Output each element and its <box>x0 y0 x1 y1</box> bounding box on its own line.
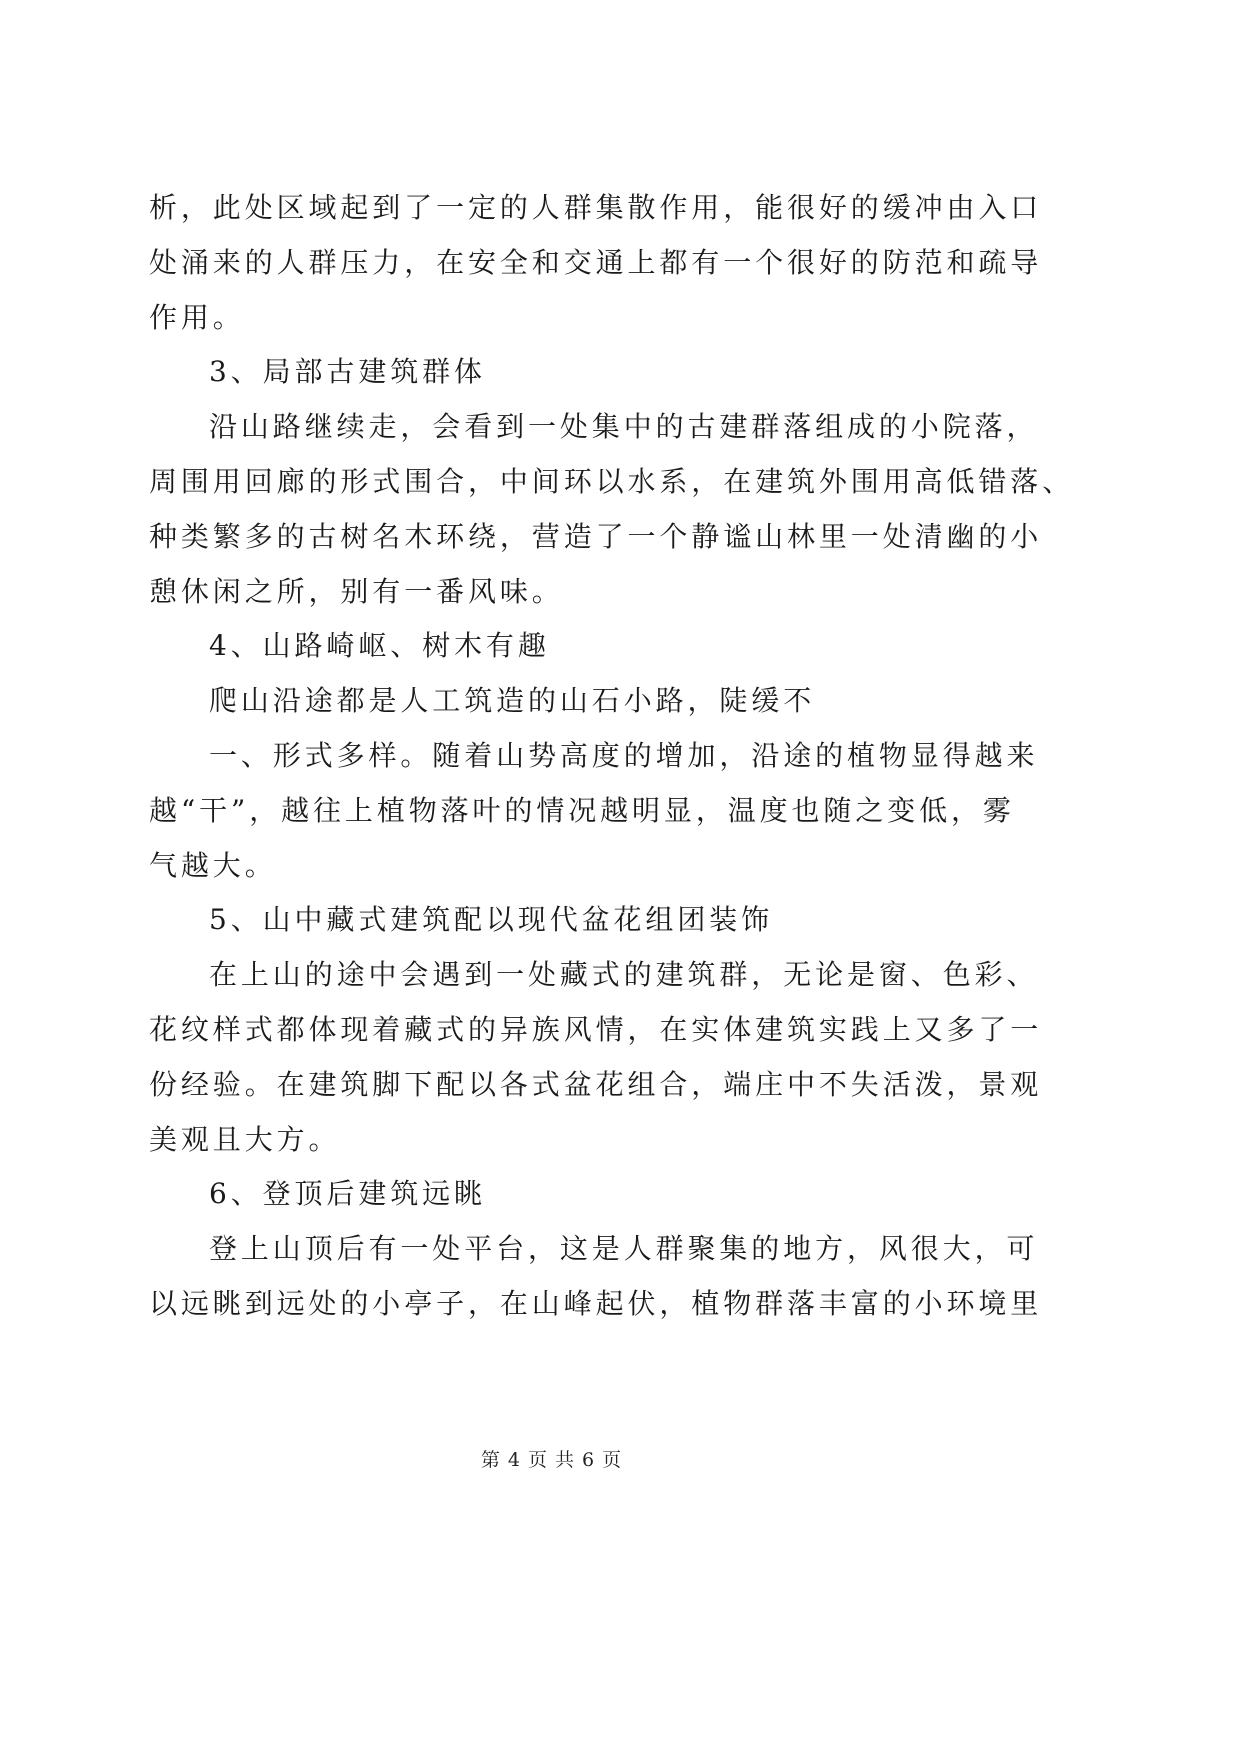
section-heading: 3、局部古建筑群体 <box>209 355 486 389</box>
section-heading: 4、山路崎岖、树木有趣 <box>209 629 550 663</box>
text-line: 沿山路继续走，会看到一处集中的古建群落组成的小院落， <box>209 410 1039 444</box>
page-footer <box>0 1445 1103 1472</box>
section-heading: 5、山中藏式建筑配以现代盆花组团装饰 <box>209 903 774 937</box>
page-number-label: 第 4 页 共 6 页 <box>480 1449 623 1471</box>
section-heading: 6、登顶后建筑远眺 <box>209 1177 486 1211</box>
text-line: 气越大。 <box>149 848 277 882</box>
text-line: 越“干”，越往上植物落叶的情况越明显，温度也随之变低，雾 <box>149 793 1015 827</box>
text-line: 爬山沿途都是人工筑造的山石小路，陡缓不 <box>209 684 816 718</box>
text-line: 作用。 <box>149 300 245 334</box>
text-line: 周围用回廊的形式围合，中间环以水系，在建筑外围用高低错落、 <box>149 464 1075 498</box>
text-line: 登上山顶后有一处平台，这是人群聚集的地方，风很大，可 <box>209 1232 1039 1266</box>
text-line: 一、形式多样。随着山势高度的增加，沿途的植物显得越来 <box>209 738 1039 772</box>
text-line: 美观且大方。 <box>149 1122 341 1156</box>
text-line: 处涌来的人群压力，在安全和交通上都有一个很好的防范和疏导 <box>149 245 1043 279</box>
text-line: 花纹样式都体现着藏式的异族风情，在实体建筑实践上又多了一 <box>149 1012 1043 1046</box>
text-line: 份经验。在建筑脚下配以各式盆花组合，端庄中不失活泼，景观 <box>149 1067 1043 1101</box>
text-line: 以远眺到远处的小亭子，在山峰起伏，植物群落丰富的小环境里 <box>149 1286 1043 1320</box>
text-line: 种类繁多的古树名木环绕，营造了一个静谧山林里一处清幽的小 <box>149 519 1043 553</box>
text-line: 憩休闲之所，别有一番风味。 <box>149 574 564 608</box>
text-line: 析，此处区域起到了一定的人群集散作用，能很好的缓冲由入口 <box>149 191 1043 224</box>
text-line: 在上山的途中会遇到一处藏式的建筑群，无论是窗、色彩、 <box>209 958 1039 992</box>
body-text <box>149 181 1075 1332</box>
